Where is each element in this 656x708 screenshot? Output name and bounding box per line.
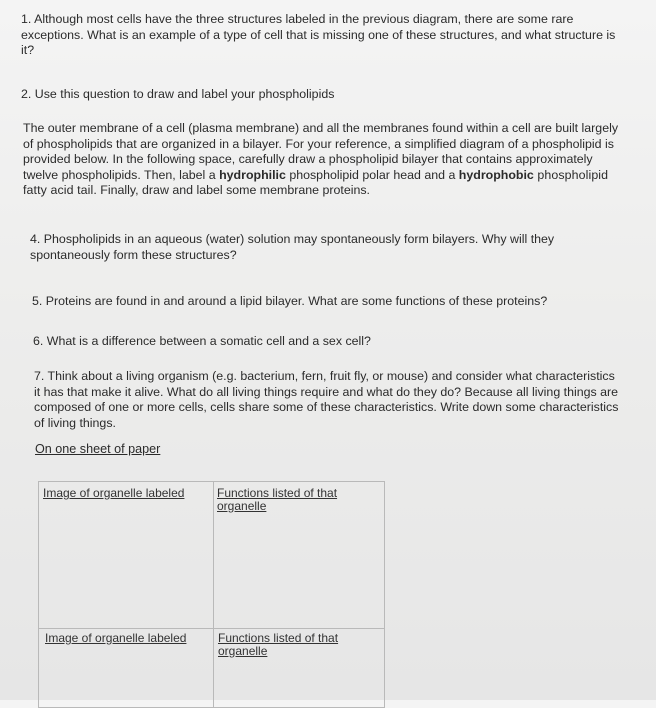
question-3-text-b: phospholipid polar head and a — [285, 167, 459, 182]
question-5: 5. Proteins are found in and around a lipid bilayer. What are some functions of these proteins? — [32, 294, 548, 308]
question-3-text-a: The outer membrane of a cell (plasma membrane) and all the membranes found within a cell are built largely of phospholipids that are organized in a bilayer. For your reference, a simplified diagram of a phospholipid is provided below. In the following space, carefully draw a phospholipid bilayer that contains approximately twelve phospholipids. Then, label a — [23, 121, 619, 182]
hydrophobic-term: hydrophobic — [458, 167, 534, 182]
table-cell-row1-left — [38, 481, 214, 629]
question-7: 7. Think about a living organism (e.g. bacterium, fern, fruit fly, or mouse) and consider what characteristics it has that make it alive. What do all living things require and what do they do? Because all living things are composed of one or more cells, cells share some of these characteristics. Write down some characteristics of living things. — [34, 369, 619, 430]
sheet-note: On one sheet of paper — [35, 442, 161, 456]
question-6: 6. What is a difference between a somatic cell and a sex cell? — [33, 334, 371, 348]
row2-image-label: Image of organelle labeled — [45, 631, 187, 645]
question-4: 4. Phospholipids in an aqueous (water) solution may spontaneously form bilayers. Why will they spontaneously form these structures? — [30, 232, 555, 262]
row1-functions-label: Functions listed of that organelle — [217, 486, 338, 513]
question-2: 2. Use this question to draw and label your phospholipids — [21, 87, 335, 101]
question-3-text-c: phospholipid fatty acid tail — [23, 167, 609, 198]
question-3-instructions — [23, 121, 623, 199]
question-1: 1. Although most cells have the three structures labeled in the previous diagram, there are some rare exceptions. What is an example of a type of cell that is missing one of these structures, and what structure is it? — [21, 12, 616, 58]
row1-image-label: Image of organelle labeled — [43, 486, 185, 500]
hydrophilic-term: hydrophilic — [219, 167, 286, 182]
row2-functions-label: Functions listed of that organelle — [218, 631, 339, 658]
question-3-text-d: . Finally, draw and label some membrane proteins. — [93, 183, 370, 198]
